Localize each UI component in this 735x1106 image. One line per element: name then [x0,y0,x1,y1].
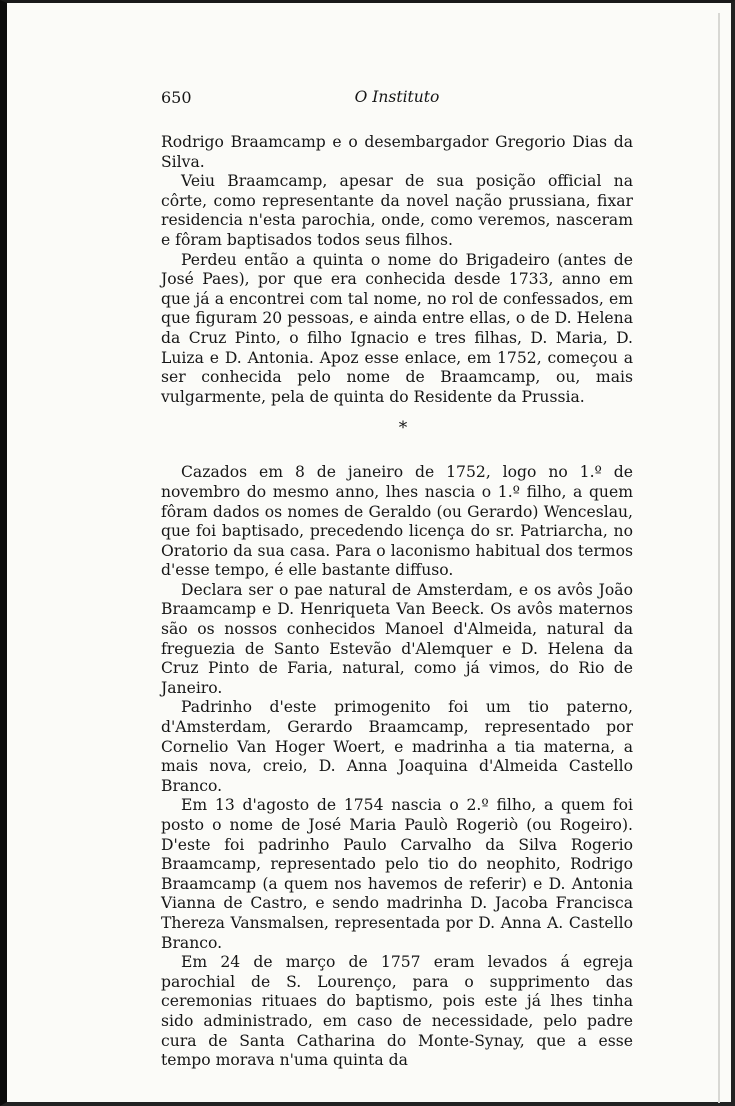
paragraph: Em 24 de março de 1757 eram levados á egreja parochial de S. Lourenço, para o supprimento das ceremonias rituaes do baptismo, pois este já lhes tinha sido administrado, em caso de necessidade, pelo padre cura de Santa Catharina do Monte-Synay, que a esse tempo morava n'uma quinta da [161,953,633,1070]
paragraph-continued: Rodrigo Braamcamp e o desembargador Gregorio Dias da Silva. [161,133,633,171]
page-edge-shadow [718,13,720,1103]
running-head [161,88,633,110]
section-gap [161,438,633,463]
section-divider-asterisk: * [398,418,408,439]
paragraph: Declara ser o pae natural de Amsterdam, e os avôs João Braamcamp e D. Henriqueta Van Beeck. Os avôs maternos são os nossos conhecidos Manoel d'Almeida, natural da freguezia de Santo Estevão d'Alemquer e D. Helena da Cruz Pinto de Faria, natural, como já vimos, do Rio de Janeiro. [161,580,633,697]
page-body [161,88,633,1071]
paragraph: Cazados em 8 de janeiro de 1752, logo no 1.º de novembro do mesmo anno, lhes nascia o 1.º filho, a quem fôram dados os nomes de Geraldo (ou Gerardo) Wenceslau, que foi baptisado, precedendo licença do sr. Patriarcha, no Oratorio da sua casa. Para o laconismo habitual dos termos d'esse tempo, é elle bastante diffuso. [161,463,633,580]
paragraph: Padrinho d'este primogenito foi um tio paterno, d'Amsterdam, Gerardo Braamcamp, representado por Cornelio Van Hoger Woert, e madrinha a tia materna, a mais nova, creio, D. Anna Joaquina d'Almeida Castello Branco. [161,698,633,795]
page-number: 650 [161,88,192,107]
paragraph: Perdeu então a quinta o nome do Brigadeiro (antes de José Paes), por que era conhecida desde 1733, anno em que já a encontrei com tal nome, no rol de confessados, em que figuram 20 pessoas, e ainda entre ellas, o de D. Helena da Cruz Pinto, o filho Ignacio e tres filhas, D. Maria, D. Luiza e D. Antonia. Apoz esse enlace, em 1752, começou a ser conhecida pelo nome de Braamcamp, ou, mais vulgarmente, pela de quinta do Residente da Prussia. [161,250,633,406]
paragraph: Em 13 d'agosto de 1754 nascia o 2.º filho, a quem foi posto o nome de José Maria Paulò Rogeriò (ou Rogeiro). D'este foi padrinho Paulo Carvalho da Silva Rogerio Braamcamp, representado pelo tio do neophito, Rodrigo Braamcamp (a quem nos havemos de referir) e D. Antonia Vianna de Castro, e sendo madrinha D. Jacoba Francisca Thereza Vansmalsen, representada por D. Anna A. Castello Branco. [161,796,633,952]
paragraph: Veiu Braamcamp, apesar de sua posição official na côrte, como representante da novel nação prussiana, fixar residencia n'esta parochia, onde, como veremos, nasceram e fôram baptisados todos seus filhos. [161,172,633,249]
page-title: O Instituto [354,88,440,106]
